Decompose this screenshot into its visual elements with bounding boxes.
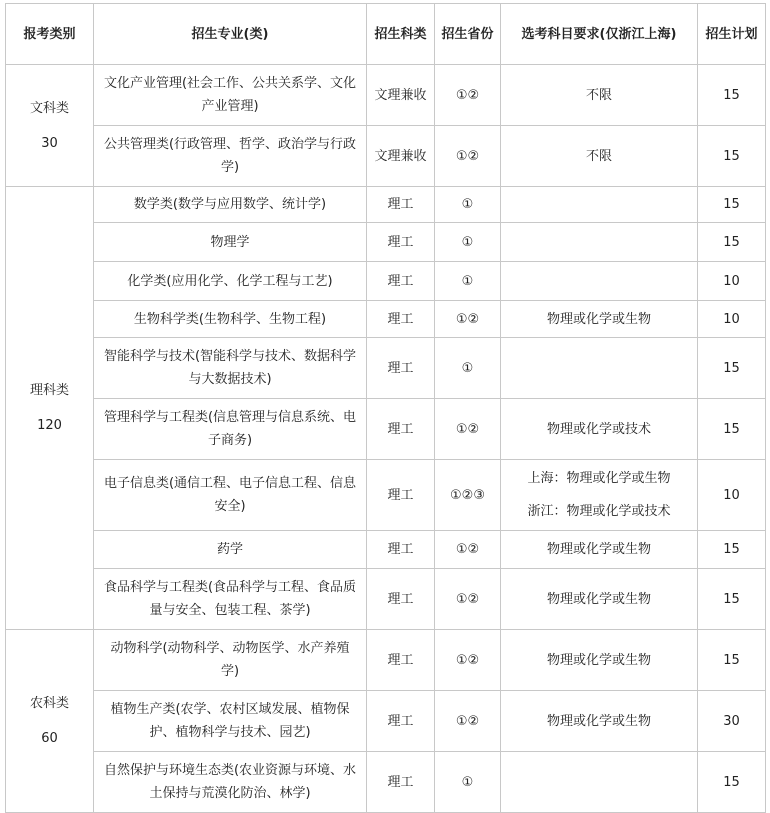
province-cell: ①② — [435, 569, 501, 630]
subject-type-cell: 理工 — [367, 262, 435, 301]
plan-cell: 30 — [698, 691, 766, 752]
requirement-cell — [501, 223, 698, 262]
subject-type-cell: 理工 — [367, 691, 435, 752]
province-cell: ①② — [435, 65, 501, 126]
province-cell: ①② — [435, 630, 501, 691]
requirement-cell: 物理或化学或技术 — [501, 399, 698, 460]
category-cell — [6, 630, 94, 813]
plan-cell: 15 — [698, 126, 766, 187]
enrollment-table — [5, 3, 766, 813]
plan-cell: 15 — [698, 187, 766, 223]
major-cell: 药学 — [94, 531, 367, 569]
header-category: 报考类别 — [6, 4, 94, 65]
table-row — [6, 262, 766, 301]
subject-type-cell: 理工 — [367, 531, 435, 569]
plan-cell: 10 — [698, 460, 766, 531]
plan-cell: 15 — [698, 399, 766, 460]
plan-cell: 15 — [698, 630, 766, 691]
major-cell: 电子信息类(通信工程、电子信息工程、信息安全) — [94, 460, 367, 531]
category-total: 30 — [41, 135, 58, 151]
category-total: 120 — [37, 418, 62, 433]
subject-type-cell: 理工 — [367, 569, 435, 630]
table-row — [6, 223, 766, 262]
table-row — [6, 126, 766, 187]
header-subject-type: 招生科类 — [367, 4, 435, 65]
table-row — [6, 630, 766, 691]
major-cell: 公共管理类(行政管理、哲学、政治学与行政学) — [94, 126, 367, 187]
requirement-cell — [501, 752, 698, 813]
major-cell: 动物科学(动物科学、动物医学、水产养殖学) — [94, 630, 367, 691]
category-cell — [6, 187, 94, 630]
province-cell: ① — [435, 187, 501, 223]
requirement-cell: 物理或化学或生物 — [501, 691, 698, 752]
table-row — [6, 569, 766, 630]
requirement-shanghai: 上海：物理或化学或生物 — [527, 471, 671, 486]
province-cell: ① — [435, 338, 501, 399]
subject-type-cell: 理工 — [367, 187, 435, 223]
plan-cell: 10 — [698, 301, 766, 338]
subject-type-cell: 理工 — [367, 752, 435, 813]
header-plan: 招生计划 — [698, 4, 766, 65]
province-cell: ①② — [435, 126, 501, 187]
plan-cell: 10 — [698, 262, 766, 301]
requirement-cell: 物理或化学或生物 — [501, 569, 698, 630]
plan-cell: 15 — [698, 752, 766, 813]
subject-type-cell: 理工 — [367, 301, 435, 338]
major-cell: 数学类(数学与应用数学、统计学) — [94, 187, 367, 223]
major-cell: 智能科学与技术(智能科学与技术、数据科学与大数据技术) — [94, 338, 367, 399]
table-row — [6, 752, 766, 813]
category-name: 农科类 — [29, 696, 69, 711]
category-cell — [6, 65, 94, 187]
subject-type-cell: 理工 — [367, 338, 435, 399]
header-major: 招生专业(类) — [94, 4, 367, 65]
table-row — [6, 531, 766, 569]
requirement-cell — [501, 187, 698, 223]
requirement-cell — [501, 338, 698, 399]
category-name: 理科类 — [29, 383, 69, 398]
requirement-cell: 不限 — [501, 126, 698, 187]
major-cell: 化学类(应用化学、化学工程与工艺) — [94, 262, 367, 301]
plan-cell: 15 — [698, 65, 766, 126]
table-row — [6, 399, 766, 460]
requirement-cell — [501, 262, 698, 301]
requirement-cell: 不限 — [501, 65, 698, 126]
province-cell: ①② — [435, 301, 501, 338]
major-cell: 物理学 — [94, 223, 367, 262]
requirement-cell: 物理或化学或生物 — [501, 531, 698, 569]
major-cell: 自然保护与环境生态类(农业资源与环境、水土保持与荒漠化防治、林学) — [94, 752, 367, 813]
major-cell: 管理科学与工程类(信息管理与信息系统、电子商务) — [94, 399, 367, 460]
province-cell: ①② — [435, 399, 501, 460]
category-total: 60 — [41, 731, 58, 746]
requirement-zhejiang: 浙江：物理或化学或技术 — [527, 504, 671, 519]
plan-cell: 15 — [698, 569, 766, 630]
requirement-cell: 物理或化学或生物 — [501, 301, 698, 338]
major-cell: 食品科学与工程类(食品科学与工程、食品质量与安全、包装工程、茶学) — [94, 569, 367, 630]
province-cell: ①② — [435, 691, 501, 752]
major-cell: 植物生产类(农学、农村区域发展、植物保护、植物科学与技术、园艺) — [94, 691, 367, 752]
table-row — [6, 65, 766, 126]
table-row — [6, 338, 766, 399]
province-cell: ①② — [435, 531, 501, 569]
table-row — [6, 691, 766, 752]
category-name: 文科类 — [29, 100, 69, 116]
table-row — [6, 187, 766, 223]
subject-type-cell: 文理兼收 — [367, 65, 435, 126]
requirement-cell — [501, 460, 698, 531]
header-province: 招生省份 — [435, 4, 501, 65]
major-cell: 文化产业管理(社会工作、公共关系学、文化产业管理) — [94, 65, 367, 126]
province-cell: ① — [435, 752, 501, 813]
header-requirement: 选考科目要求(仅浙江上海) — [501, 4, 698, 65]
subject-type-cell: 理工 — [367, 460, 435, 531]
plan-cell: 15 — [698, 338, 766, 399]
plan-cell: 15 — [698, 223, 766, 262]
plan-cell: 15 — [698, 531, 766, 569]
header-row — [6, 4, 766, 65]
subject-type-cell: 理工 — [367, 223, 435, 262]
table-row — [6, 301, 766, 338]
subject-type-cell: 理工 — [367, 630, 435, 691]
requirement-cell: 物理或化学或生物 — [501, 630, 698, 691]
province-cell: ① — [435, 262, 501, 301]
subject-type-cell: 文理兼收 — [367, 126, 435, 187]
province-cell: ① — [435, 223, 501, 262]
major-cell: 生物科学类(生物科学、生物工程) — [94, 301, 367, 338]
province-cell: ①②③ — [435, 460, 501, 531]
table-row — [6, 460, 766, 531]
subject-type-cell: 理工 — [367, 399, 435, 460]
